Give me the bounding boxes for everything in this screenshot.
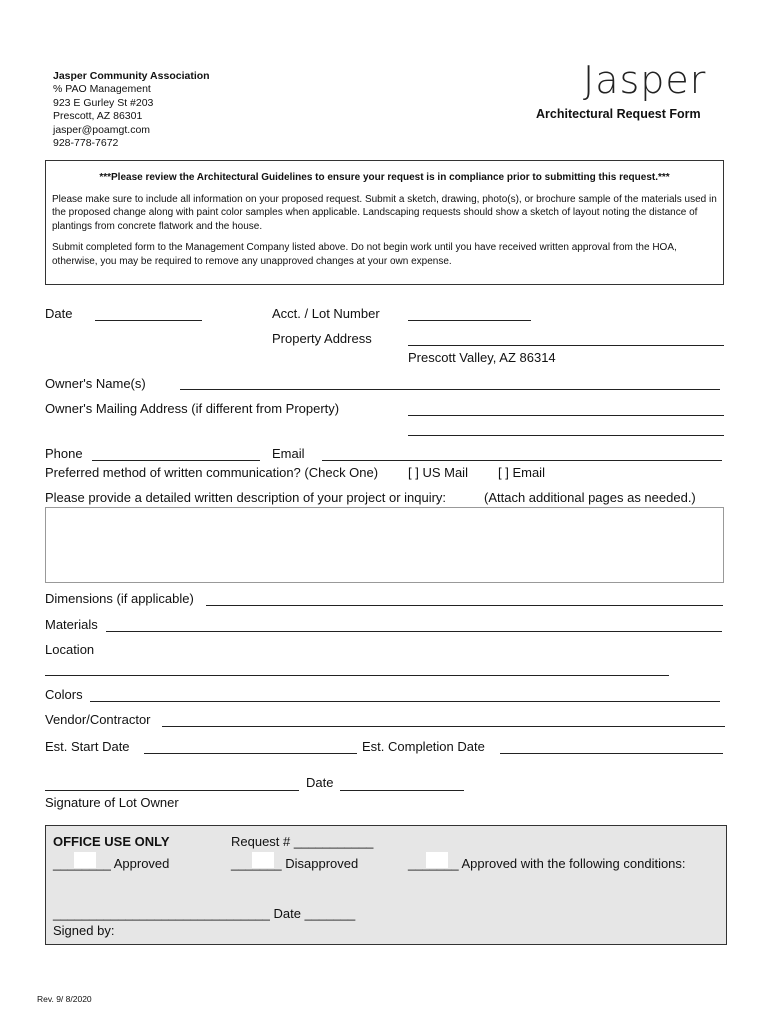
organization-block (53, 70, 210, 150)
acct-lot-label: Acct. / Lot Number (272, 306, 380, 321)
form-title: Architectural Request Form (536, 107, 701, 121)
description-prompt: Please provide a detailed written description of your project or inquiry: (45, 490, 447, 505)
preferred-method-label: Preferred method of written communication? (Check One) (45, 465, 379, 480)
disapproved-label: _______ Disapproved (231, 856, 359, 871)
mailing-address-field-2[interactable] (408, 435, 724, 436)
acct-lot-field[interactable] (408, 320, 531, 321)
signature-date-field[interactable] (340, 790, 464, 791)
notice-paragraph-1: Please make sure to include all information on your proposed request. Submit a sketch, drawing, photo(s), or brochure sample of the materials used in the proposed change along with paint color samples when applicable. Landscaping requests should show a sketch of layout noting the distance of plantings from concrete flatwork and the house. (52, 193, 717, 232)
phone-field[interactable] (92, 460, 260, 461)
request-number: Request # ___________ (231, 834, 374, 849)
start-date-field[interactable] (144, 753, 357, 754)
conditions-label: _______ Approved with the following conditions: (408, 856, 686, 871)
location-label: Location (45, 642, 95, 657)
notice-paragraph-2: Submit completed form to the Management Company listed above. Do not begin work until you have received written approval from the HOA, otherwise, you may be required to remove any unapproved changes at your own expense. (52, 242, 677, 267)
signed-by-label: Signed by: (53, 923, 115, 938)
date-label: Date (45, 306, 73, 321)
org-email: jasper@poamgt.com (53, 123, 151, 136)
signature-date-label: Date (306, 775, 334, 790)
approved-label: ________ Approved (53, 856, 170, 871)
org-street: 923 E Gurley St #203 (53, 96, 154, 109)
guidelines-notice (45, 160, 724, 285)
org-name: Jasper Community Association (53, 70, 210, 82)
vendor-label: Vendor/Contractor (45, 712, 151, 727)
email-field[interactable] (322, 460, 722, 461)
owners-name-field[interactable] (180, 389, 720, 390)
date-field[interactable] (95, 320, 202, 321)
mailing-address-field-1[interactable] (408, 415, 724, 416)
colors-label: Colors (45, 687, 83, 702)
email-label: Email (272, 446, 305, 461)
signature-label: Signature of Lot Owner (45, 795, 179, 810)
office-use-box (45, 825, 727, 945)
org-phone: 928-778-7672 (53, 137, 119, 150)
completion-date-label: Est. Completion Date (362, 739, 485, 754)
org-city: Prescott, AZ 86301 (53, 110, 143, 123)
signature-field[interactable] (45, 790, 299, 791)
property-address-field[interactable] (408, 345, 724, 346)
org-care-of: % PAO Management (53, 83, 151, 96)
colors-field[interactable] (90, 701, 720, 702)
completion-date-field[interactable] (500, 753, 723, 754)
property-address-label: Property Address (272, 331, 372, 346)
vendor-field[interactable] (162, 726, 725, 727)
description-textarea[interactable] (45, 507, 724, 583)
start-date-label: Est. Start Date (45, 739, 130, 754)
dimensions-field[interactable] (206, 605, 723, 606)
location-field[interactable] (45, 675, 669, 676)
dimensions-label: Dimensions (if applicable) (45, 591, 194, 606)
phone-label: Phone (45, 446, 83, 461)
office-use-title: OFFICE USE ONLY (53, 834, 170, 849)
mailing-address-label: Owner's Mailing Address (if different from Property) (45, 401, 340, 416)
notice-warning: ***Please review the Architectural Guidelines to ensure your request is in compliance prior to submitting this request.*** (99, 172, 670, 183)
office-date-line: ______________________________ Date _______ (53, 906, 356, 921)
jasper-logo: Jasper (583, 58, 707, 102)
us-mail-checkbox[interactable]: [ ] US Mail (408, 465, 468, 480)
email-checkbox[interactable]: [ ] Email (498, 465, 545, 480)
materials-field[interactable] (106, 631, 722, 632)
property-city-text: Prescott Valley, AZ 86314 (408, 350, 556, 365)
revision-date: Rev. 9/ 8/2020 (37, 994, 92, 1004)
description-note: (Attach additional pages as needed.) (484, 490, 696, 505)
owners-name-label: Owner's Name(s) (45, 376, 146, 391)
materials-label: Materials (45, 617, 98, 632)
